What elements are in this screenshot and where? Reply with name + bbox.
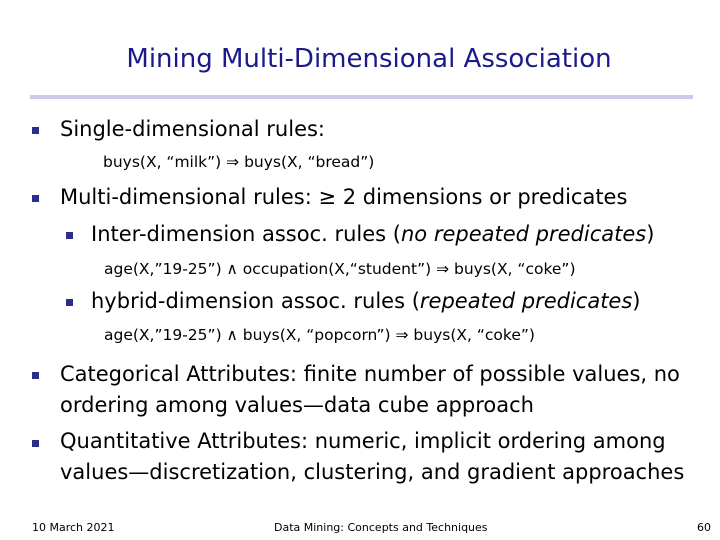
multi-dimensional-heading: Multi-dimensional rules: ≥ 2 dimensions or predicates [60,185,628,209]
single-dimensional-heading: Single-dimensional rules: [60,117,326,141]
inter-dimension-emphasis: no repeated predicates [401,222,647,246]
hybrid-dimension-suffix: ) [632,289,641,313]
categorical-attributes-line1: Categorical Attributes: finite number of possible values, no [60,362,680,386]
inter-dimension-prefix: Inter-dimension assoc. rules ( [91,222,401,246]
hybrid-dimension-emphasis: repeated predicates [419,289,633,313]
categorical-attributes-line2: ordering among values—data cube approach [60,393,534,417]
inter-dimension-item [91,222,654,246]
title-divider [30,95,693,99]
bullet-square-icon [32,372,39,379]
footer-page-number: 60 [697,521,711,534]
quantitative-attributes-line1: Quantitative Attributes: numeric, implicit ordering among [60,429,666,453]
hybrid-dimension-prefix: hybrid-dimension assoc. rules ( [91,289,420,313]
inter-dimension-suffix: ) [646,222,655,246]
bullet-square-icon [32,127,39,134]
bullet-square-icon [32,195,39,202]
inter-dimension-example: age(X,”19-25”) ∧ occupation(X,“student”) ⇒ buys(X, “coke”) [104,260,576,278]
bullet-square-icon [66,232,73,239]
hybrid-dimension-item [91,289,641,313]
bullet-square-icon [32,440,39,447]
footer-date: 10 March 2021 [32,521,115,534]
quantitative-attributes-line2: values—discretization, clustering, and gradient approaches [60,460,685,484]
single-dimensional-example: buys(X, “milk”) ⇒ buys(X, “bread”) [103,153,375,171]
slide-title: Mining Multi-Dimensional Association [126,44,612,74]
footer-course: Data Mining: Concepts and Techniques [274,521,488,534]
bullet-square-icon [66,299,73,306]
hybrid-dimension-example: age(X,”19-25”) ∧ buys(X, “popcorn”) ⇒ buys(X, “coke”) [104,326,535,344]
